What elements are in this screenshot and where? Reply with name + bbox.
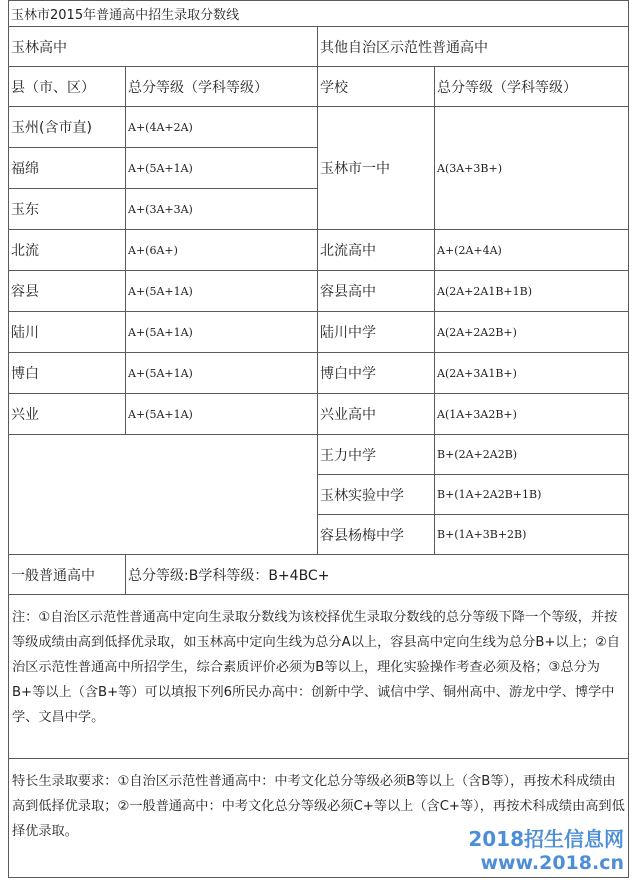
watermark-line1: 2018招生信息网 (468, 827, 624, 851)
school-cell: 博白中学 (318, 353, 435, 394)
header-county: 县（市、区） (9, 67, 126, 107)
school-cell: 容县高中 (318, 271, 435, 312)
county-cell: 玉州(含市直) (9, 107, 126, 148)
grade-yulin-no1: A(3A+3B+) (435, 107, 629, 230)
county-cell: 陆川 (9, 312, 126, 353)
school-grade-cell: A(1A+3A2B+) (435, 394, 629, 435)
special-row (9, 759, 629, 878)
general-high-value: 总分等级:B学科等级：B+4BC+ (126, 555, 629, 595)
empty-cell (9, 435, 318, 555)
table-row (9, 107, 629, 148)
general-high-label: 一般普通高中 (9, 555, 126, 595)
school-grade-cell: A(2A+2A1B+1B) (435, 271, 629, 312)
grade-cell: A+(5A+1A) (126, 353, 318, 394)
header-grade-left: 总分等级（学科等级） (126, 67, 318, 107)
table-row (9, 394, 629, 435)
school-cell: 陆川中学 (318, 312, 435, 353)
school-grade-cell: B+(2A+2A2B) (435, 435, 629, 475)
column-header-row (9, 67, 629, 107)
note-text: 注：①自治区示范性普通高中定向生录取分数线为该校择优生录取分数线的总分等级下降一个等级，并按等级成绩由高到低择优录取，如玉林高中定向生线为总分A以上，容县高中定向生线为总分B+以上；②自治区示范性普通高中所招学生，综合素质评价必须为B等以上，理化实验操作考查必须及格；③总分为B+等以上（含B+等）可以填报下列6所民办高中：创新中学、诚信中学、铜州高中、游龙中学、博学中学、文昌中学。 (9, 595, 629, 759)
county-cell: 福绵 (9, 148, 126, 189)
school-cell: 容县杨梅中学 (318, 515, 435, 555)
general-high-row (9, 555, 629, 595)
grade-cell: A+(6A+) (126, 230, 318, 271)
grade-cell: A+(5A+1A) (126, 312, 318, 353)
school-cell: 北流高中 (318, 230, 435, 271)
section-yulin-high: 玉林高中 (9, 27, 318, 67)
table-row (9, 312, 629, 353)
grade-cell: A+(5A+1A) (126, 148, 318, 189)
title-row (9, 1, 629, 27)
grade-cell: A+(4A+2A) (126, 107, 318, 148)
table-title: 玉林市2015年普通高中招生录取分数线 (9, 1, 629, 27)
school-cell: 王力中学 (318, 435, 435, 475)
header-grade-right: 总分等级（学科等级） (435, 67, 629, 107)
county-cell: 玉东 (9, 189, 126, 230)
grade-cell: A+(5A+1A) (126, 394, 318, 435)
county-cell: 容县 (9, 271, 126, 312)
grade-cell: A+(5A+1A) (126, 271, 318, 312)
table-row (9, 230, 629, 271)
table-row (9, 353, 629, 394)
county-cell: 博白 (9, 353, 126, 394)
school-cell: 玉林实验中学 (318, 475, 435, 515)
section-other-model-schools: 其他自治区示范性普通高中 (318, 27, 629, 67)
school-grade-cell: A(2A+2A2B+) (435, 312, 629, 353)
school-grade-cell: A(2A+3A1B+) (435, 353, 629, 394)
section-row (9, 27, 629, 67)
school-grade-cell: B+(1A+2A2B+1B) (435, 475, 629, 515)
header-school: 学校 (318, 67, 435, 107)
county-cell: 兴业 (9, 394, 126, 435)
table-row (9, 271, 629, 312)
watermark-line2: www.2018.cn (480, 852, 624, 874)
school-yulin-no1: 玉林市一中 (318, 107, 435, 230)
school-grade-cell: A+(2A+4A) (435, 230, 629, 271)
school-cell: 兴业高中 (318, 394, 435, 435)
county-cell: 北流 (9, 230, 126, 271)
school-grade-cell: B+(1A+3B+2B) (435, 515, 629, 555)
table-row (9, 435, 629, 475)
grade-cell: A+(3A+3A) (126, 189, 318, 230)
special-student-text: 特长生录取要求：①自治区示范性普通高中：中考文化总分等级必须B等以上（含B等），再按术科成绩由高到低择优录取；②一般普通高中：中考文化总分等级必须C+等以上（含C+等），再按术科成绩由高到低择优录取。 (9, 759, 629, 878)
admission-score-table (8, 0, 629, 878)
note-row (9, 595, 629, 759)
